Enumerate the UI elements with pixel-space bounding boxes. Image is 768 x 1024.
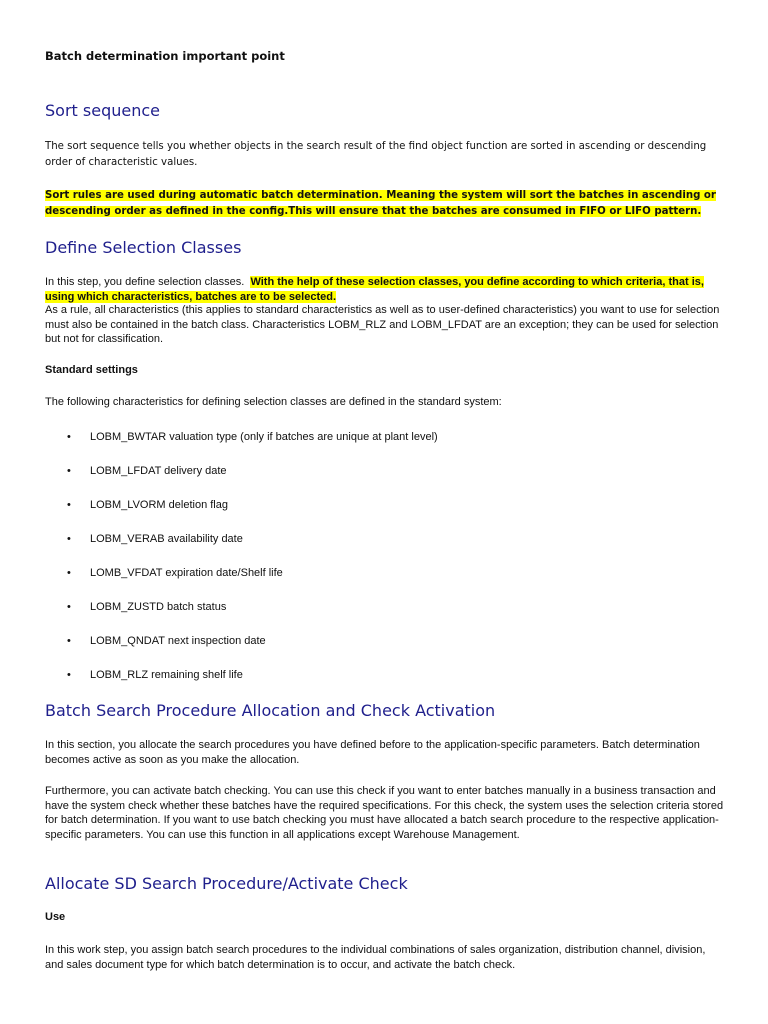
selection-highlight-text: With the help of these selection classes, you define according to which criteria, that is, using which characteristics, batches are to be selected. bbox=[45, 276, 704, 303]
list-item-text: LOBM_ZUSTD batch status bbox=[90, 601, 227, 613]
bullet: • bbox=[67, 465, 71, 477]
list-item-text: LOBM_LVORM deletion flag bbox=[90, 499, 228, 511]
sort-paragraph: The sort sequence tells you whether objects in the search result of the find object function are sorted in ascending or descending order of characteristic values. bbox=[45, 141, 707, 168]
list-item-text: LOBM_BWTAR valuation type (only if batches are unique at plant level) bbox=[90, 431, 438, 443]
heading-allocate-sd-search: Allocate SD Search Procedure/Activate Check bbox=[45, 874, 408, 893]
list-item bbox=[45, 532, 725, 566]
bullet: • bbox=[67, 567, 71, 579]
bullet: • bbox=[67, 533, 71, 545]
bullet: • bbox=[67, 635, 71, 647]
bullet: • bbox=[67, 499, 71, 511]
list-item bbox=[45, 600, 725, 634]
list-item-text: LOBM_RLZ remaining shelf life bbox=[90, 669, 243, 681]
bullet: • bbox=[67, 601, 71, 613]
list-item bbox=[45, 634, 725, 668]
bullet: • bbox=[67, 431, 71, 443]
heading-batch-search-allocation: Batch Search Procedure Allocation and Check Activation bbox=[45, 701, 496, 720]
allocation-paragraph-2: Furthermore, you can activate batch checking. You can use this check if you want to enter batches manually in a business transaction and have the system check whether these batches have the required specifications. For this check, the system uses the selection criteria stored for batch determination. If you want to use batch checking you must have allocated a batch search procedure to the respective application-specific parameters. You can use this function in all applications except Warehouse Management. bbox=[45, 785, 724, 841]
selection-lead-text: In this step, you define selection classes. bbox=[45, 276, 245, 288]
standard-settings-heading: Standard settings bbox=[45, 364, 138, 376]
list-item-text: LOBM_VERAB availability date bbox=[90, 533, 243, 545]
standard-settings-intro: The following characteristics for defining selection classes are defined in the standard system: bbox=[45, 396, 502, 408]
characteristics-list bbox=[45, 430, 725, 702]
bullet: • bbox=[67, 669, 71, 681]
list-item-text: LOBM_QNDAT next inspection date bbox=[90, 635, 266, 647]
list-item bbox=[45, 668, 725, 702]
list-item bbox=[45, 464, 725, 498]
allocation-paragraph-1: In this section, you allocate the search procedures you have defined before to the application-specific parameters. Batch determination becomes active as soon as you make the allocation. bbox=[45, 739, 700, 766]
sd-paragraph: In this work step, you assign batch search procedures to the individual combinations of sales organization, distribution channel, division, and sales document type for which batch determination is to occur, and activate the batch check. bbox=[45, 944, 706, 971]
list-item bbox=[45, 566, 725, 600]
list-item bbox=[45, 498, 725, 532]
heading-sort-sequence: Sort sequence bbox=[45, 101, 160, 120]
document-title: Batch determination important point bbox=[45, 49, 285, 63]
list-item-text: LOBM_LFDAT delivery date bbox=[90, 465, 227, 477]
sort-highlight-paragraph bbox=[45, 188, 725, 219]
heading-define-selection-classes: Define Selection Classes bbox=[45, 238, 242, 257]
list-item-text: LOMB_VFDAT expiration date/Shelf life bbox=[90, 567, 283, 579]
use-heading: Use bbox=[45, 911, 66, 923]
list-item bbox=[45, 430, 725, 464]
selection-paragraph-2: As a rule, all characteristics (this applies to standard characteristics as well as to user-defined characteristics) you want to use for selection must also be contained in the batch class. Characteristics LOBM_RLZ and LOBM_LFDAT are an exception; they can be used for selection but not for classification. bbox=[45, 304, 720, 345]
sort-highlight-text: Sort rules are used during automatic batch determination. Meaning the system will sort the batches in ascending or descending order as defined in the config.This will ensure that the batches are consumed in FIFO or LIFO pattern. bbox=[45, 190, 716, 217]
selection-paragraph-1 bbox=[45, 275, 725, 304]
